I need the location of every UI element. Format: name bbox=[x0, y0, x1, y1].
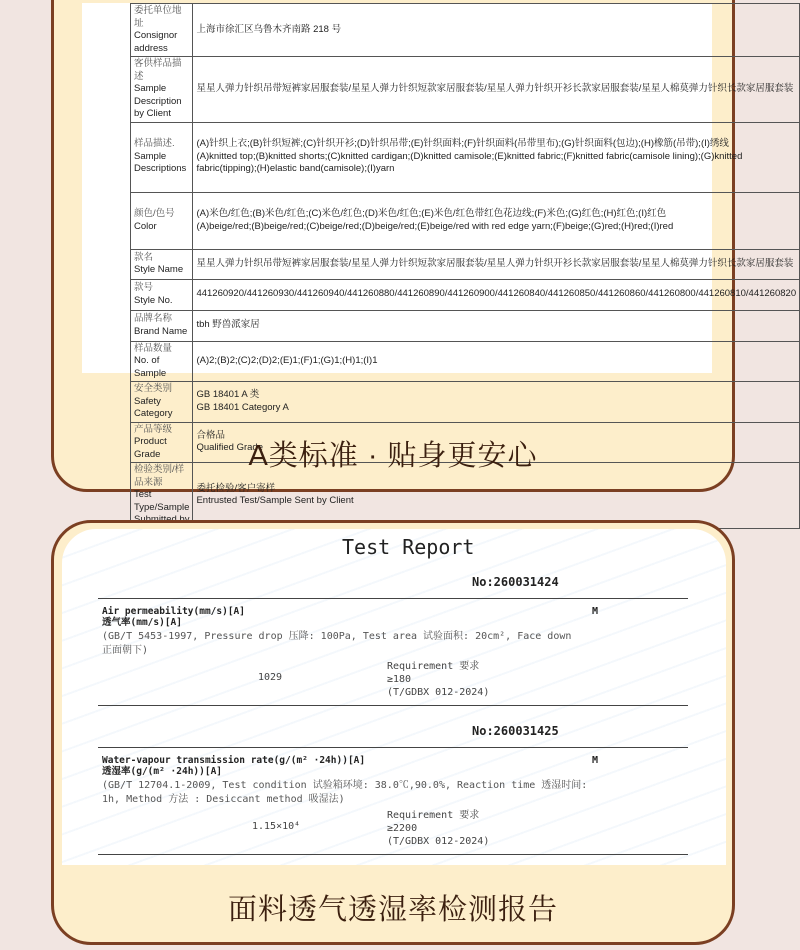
table-row bbox=[131, 382, 800, 423]
test-method bbox=[102, 630, 571, 658]
flag: M bbox=[592, 755, 599, 766]
row-value bbox=[193, 382, 800, 423]
test-name-zh: 透气率(mm/s)[A] bbox=[102, 617, 182, 628]
label-zh: 样品描述. bbox=[134, 138, 175, 150]
table-row bbox=[131, 122, 800, 192]
caption-breathability: 面料透气透湿率检测报告 bbox=[227, 894, 558, 926]
label-en: Style No. bbox=[134, 294, 173, 306]
value-line: GB 18401 Category A bbox=[196, 401, 289, 413]
row-label bbox=[131, 122, 193, 192]
value-line: 星星人弹力针织吊带短裤家居服套装/星星人弹力针织短款家居服套装/星星人弹力针织开衫长款家居服套装/星星人棉莫弹力针织长款家居服套装 bbox=[196, 83, 794, 94]
label-zh: 品牌名称 bbox=[134, 313, 173, 324]
divider bbox=[98, 854, 688, 855]
value-line: (A)米色/红色;(B)米色/红色;(C)米色/红色;(D)米色/红色;(E)米色/红色带红色花边线;(F)米色;(G)红色;(H)红色;(I)红色 bbox=[196, 208, 667, 219]
label-zh: 款名 bbox=[134, 251, 154, 263]
value-line: 上海市徐汇区乌鲁木齐南路 218 号 bbox=[196, 23, 342, 35]
table-row bbox=[131, 57, 800, 123]
row-label bbox=[131, 310, 193, 341]
test-method bbox=[102, 779, 587, 807]
test-name bbox=[102, 755, 365, 777]
value-line: tbh 野兽派家居 bbox=[196, 319, 260, 331]
report-number: No:260031424 bbox=[472, 575, 559, 589]
value-line: GB 18401 A 类 bbox=[196, 389, 260, 401]
table-row bbox=[131, 341, 800, 382]
test-name-en: Air permeability(mm/s)[A] bbox=[102, 606, 245, 617]
row-label bbox=[131, 192, 193, 249]
report-number: No:260031425 bbox=[472, 724, 559, 738]
row-label bbox=[131, 249, 193, 279]
label-en: Color bbox=[134, 220, 157, 232]
req-value: ≥2200 bbox=[387, 823, 418, 834]
label-en: Consignor address bbox=[134, 30, 178, 54]
row-value bbox=[193, 310, 800, 341]
method-line: (GB/T 5453-1997, Pressure drop 压降: 100Pa, Test area 试验面积: 20cm², Face down bbox=[102, 631, 572, 642]
row-label bbox=[131, 57, 193, 123]
table-row bbox=[131, 310, 800, 341]
row-label bbox=[131, 341, 193, 382]
test-report-document bbox=[62, 529, 726, 865]
label-en: Style Name bbox=[134, 264, 184, 275]
test-report-card bbox=[51, 520, 735, 945]
row-value bbox=[193, 341, 800, 382]
divider bbox=[98, 598, 688, 599]
value-line: (A)beige/red;(B)beige/red;(C)beige/red;(D)beige/red;(E)beige/red with red edge yarn;(F)beige;(G)red;(H)red;(I)red bbox=[196, 220, 674, 232]
row-value bbox=[193, 4, 800, 57]
label-en: Product Grade bbox=[134, 436, 167, 460]
test-result: 1.15×10⁴ bbox=[252, 821, 301, 832]
row-label bbox=[131, 4, 193, 57]
row-value bbox=[193, 249, 800, 279]
label-zh: 检验类别/样品来源 bbox=[134, 464, 185, 488]
divider bbox=[98, 705, 688, 706]
divider bbox=[98, 747, 688, 748]
table-row bbox=[131, 279, 800, 310]
value-line: 合格品 bbox=[196, 429, 225, 441]
method-line: 正面朝下) bbox=[102, 645, 149, 656]
label-zh: 样品数量 bbox=[134, 342, 173, 354]
requirement bbox=[387, 809, 489, 848]
row-value bbox=[193, 192, 800, 249]
label-en: No. of Sample bbox=[134, 355, 167, 379]
value-line: Qualified Grade bbox=[196, 442, 263, 454]
test-name-zh: 透湿率(g/(m² ·24h))[A] bbox=[102, 766, 223, 777]
label-en: Brand Name bbox=[134, 325, 188, 337]
method-line: (GB/T 12704.1-2009, Test condition 试验箱环境: 38.0℃,90.0%, Reaction time 透湿时间: bbox=[102, 780, 588, 791]
flag: M bbox=[592, 606, 599, 617]
value-line: (A)2;(B)2;(C)2;(D)2;(E)1;(F)1;(G)1;(H)1;(I)1 bbox=[196, 355, 378, 366]
caption-safety: A类标准 · 贴身更安心 bbox=[248, 440, 538, 472]
label-zh: 委托单位地址 bbox=[134, 5, 182, 29]
value-line: 星星人弹力针织吊带短裤家居服套装/星星人弹力针织短款家居服套装/星星人弹力针织开衫长款家居服套装/星星人棉莫弹力针织长款家居服套装 bbox=[196, 257, 794, 269]
row-value bbox=[193, 122, 800, 192]
report-title: Test Report bbox=[342, 535, 475, 559]
label-en: Sample Description by Client bbox=[134, 83, 182, 119]
test-name-en: Water-vapour transmission rate(g/(m² ·24h))[A] bbox=[102, 755, 366, 766]
value-line: (A)针织上衣;(B)针织短裤;(C)针织开衫;(D)针织吊带;(E)针织面料;(F)针织面料(吊带里布);(G)针织面料(包边);(H)橡筋(吊带);(I)绣线 bbox=[196, 138, 729, 150]
table-row bbox=[131, 4, 800, 57]
label-en: Test Type/Sample bbox=[134, 489, 190, 513]
method-line: 1h, Method 方法 : Desiccant method 吸湿法) bbox=[102, 794, 345, 805]
label-zh: 产品等级 bbox=[134, 423, 173, 435]
label-zh: 安全类别 bbox=[134, 383, 173, 394]
row-value bbox=[193, 57, 800, 123]
label-en: Safety Category bbox=[134, 395, 173, 419]
table-row bbox=[131, 192, 800, 249]
value-line: (A)knitted top;(B)knitted shorts;(C)knitted cardigan;(D)knitted camisole;(E)knitted fabric;(F)knitted fabric(camisole lining);(G)knitted fabric(tipping);(H)elastic band(camisole);(I)yarn bbox=[196, 150, 743, 175]
row-value bbox=[193, 279, 800, 310]
value-line: 441260920/441260930/441260940/441260880/441260890/441260900/441260840/441260850/441260860/441260800/441260810/441260820 bbox=[196, 288, 797, 300]
value-line: 委托检验/客户寄样 bbox=[196, 482, 276, 494]
req-label: Requirement 要求 bbox=[387, 661, 480, 672]
value-line: Entrusted Test/Sample Sent by Client bbox=[196, 495, 354, 507]
table-row bbox=[131, 249, 800, 279]
safety-standard-card bbox=[51, 0, 797, 513]
req-standard: (T/GDBX 012-2024) bbox=[387, 836, 490, 847]
label-zh: 客供样品描述 bbox=[134, 58, 182, 82]
requirement bbox=[387, 660, 489, 699]
label-zh: 颜色/色号 bbox=[134, 208, 175, 219]
test-result: 1029 bbox=[258, 672, 283, 683]
row-label bbox=[131, 382, 193, 423]
req-label: Requirement 要求 bbox=[387, 810, 480, 821]
label-zh: 款号 bbox=[134, 282, 154, 293]
label-en: Sample Descriptions bbox=[134, 150, 187, 175]
req-standard: (T/GDBX 012-2024) bbox=[387, 687, 490, 698]
req-value: ≥180 bbox=[387, 674, 412, 685]
row-label bbox=[131, 279, 193, 310]
test-name bbox=[102, 606, 245, 628]
